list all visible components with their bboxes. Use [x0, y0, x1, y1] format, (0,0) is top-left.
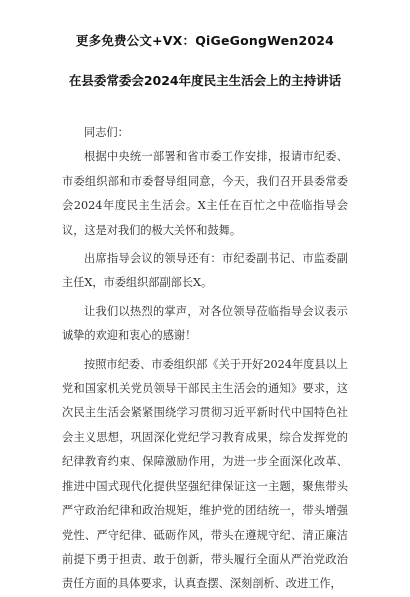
document-body: [62, 121, 348, 597]
header-note: 更多免费公文+VX：QiGeGongWen2024: [75, 33, 335, 48]
salutation: 同志们：: [84, 126, 129, 139]
paragraph-opening: 根据中央统一部署和省市委工作安排，报请市纪委、市委组织部和市委督导组同意，今天，我们召开县委常委会2024年度民主生活会。X主任在百忙之中莅临指导会议，这是对我们的极大关怀和鼓舞。: [62, 150, 348, 237]
paragraph-welcome: 让我们以热烈的掌声，对各位领导莅临指导会议表示诚挚的欢迎和衷心的感谢！: [62, 304, 348, 343]
paragraph-attendees: 出席指导会议的领导还有：市纪委副书记、市监委副主任X，市委组织部副部长X。: [62, 252, 348, 290]
document-title: 在县委常委会2024年度民主生活会上的主持讲话: [68, 73, 342, 88]
paragraph-requirements: 按照市纪委、市委组织部《关于开好2024年度县以上党和国家机关党员领导干部民主生活会的通知》要求，这次民主生活会紧紧围绕学习贯彻习近平新时代中国特色社会主义思想，巩固深化党纪学习教育成果，综合发挥党的纪律教育约束、保障激励作用，为进一步全面深化改革、推进中国式现代化提供坚强纪律保证这一主题，聚焦带头严守政治纪律和政治规矩，维护党的团结统一，带头增强党性、严守纪律、砥砺作风，带头在遵规守纪、清正廉洁前提下勇于担责、敢于创新，带头履行全面从严治党政治责任方面的具体要求，认真查摆、深刻剖析、改进工作，: [62, 357, 348, 591]
